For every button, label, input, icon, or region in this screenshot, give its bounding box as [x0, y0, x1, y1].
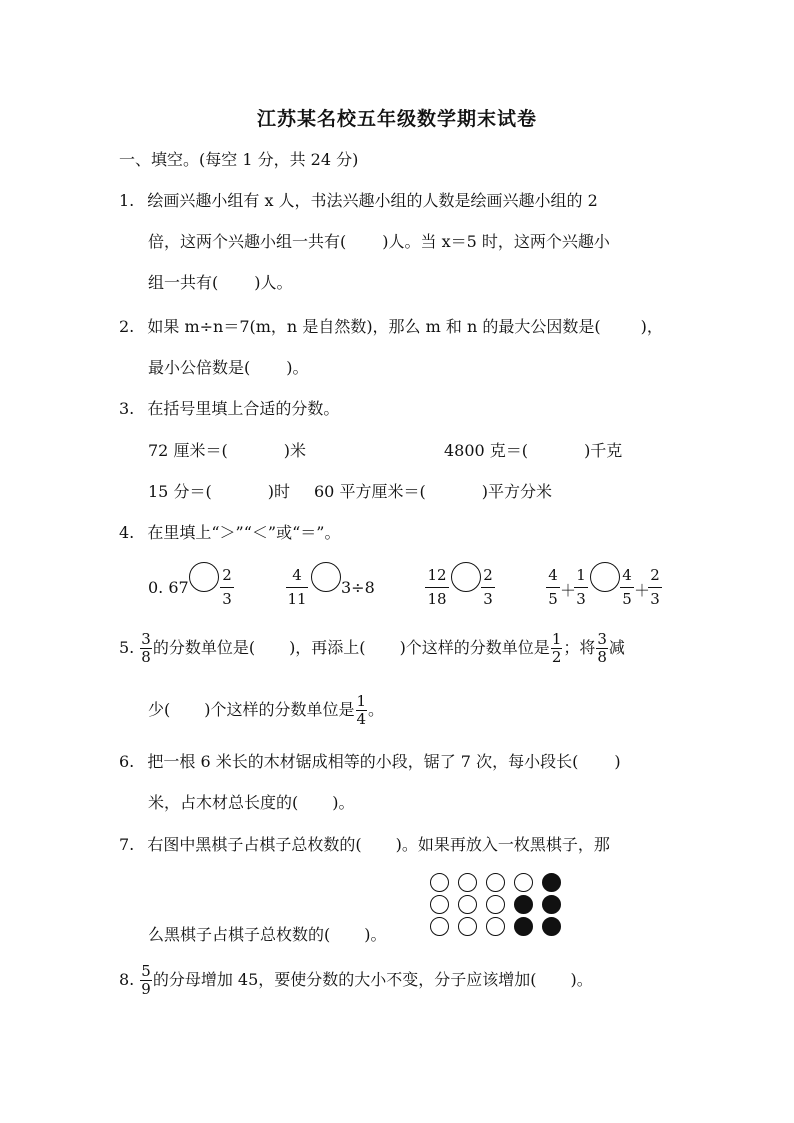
denominator: 4: [356, 709, 367, 728]
question-2-line-2: [148, 357, 309, 379]
numerator: 12: [427, 566, 447, 584]
item-text: 72 厘米＝(: [148, 441, 228, 460]
question-text: 组一共有(: [148, 273, 219, 292]
question-text: 减: [608, 638, 625, 657]
denominator: 9: [141, 979, 151, 998]
question-5-line-2: [148, 690, 384, 730]
plus-sign: ＋: [560, 581, 577, 600]
question-text: 把一根 6 米长的木材锯成相等的小段，锯了 7 次，每小段长(: [147, 752, 579, 771]
black-chess-piece: [542, 873, 561, 892]
question-text: 的分数单位是(: [152, 638, 256, 657]
question-text: 的分母增加 45，要使分数的大小不变，分子应该增加(: [152, 970, 537, 989]
compare-circle-3[interactable]: [451, 562, 481, 592]
white-chess-piece: [458, 895, 477, 914]
denominator: 2: [551, 647, 562, 666]
question-2-line-1: [119, 316, 663, 338]
question-text: 倍，这两个兴趣小组一共有(: [148, 232, 347, 251]
fraction: [546, 568, 560, 607]
item-text: )平方分米: [481, 482, 552, 501]
question-text: 绘画兴趣小组有 x 人，书法兴趣小组的人数是绘画兴趣小组的 2: [147, 191, 598, 210]
question-8-line-1: [119, 960, 593, 1000]
question-text: 么黑棋子占棋子总枚数的(: [148, 925, 331, 944]
numerator: 2: [483, 566, 493, 584]
question-text: )人。: [254, 273, 293, 292]
white-chess-piece: [430, 895, 449, 914]
question-7-line-1: [119, 834, 610, 856]
fraction: [596, 629, 608, 666]
fraction: [574, 568, 588, 607]
question-text: )个这样的分数单位是: [204, 700, 355, 719]
question-text: )，: [640, 317, 663, 336]
black-chess-piece: [542, 917, 561, 936]
fraction: [620, 568, 634, 607]
question-1-line-2: [148, 231, 610, 253]
fraction: [220, 568, 234, 607]
chess-pieces-figure: [430, 873, 566, 937]
question-text: 右图中黑棋子占棋子总枚数的(: [147, 835, 362, 854]
fraction: [140, 629, 152, 666]
compare-circle-2[interactable]: [311, 562, 341, 592]
numerator: 4: [548, 566, 558, 584]
numerator: 4: [292, 566, 302, 584]
question-text: )人。当 x＝5 时，这两个兴趣小: [382, 232, 610, 251]
numerator: 1: [356, 691, 367, 710]
denominator: 8: [141, 647, 151, 666]
question-text: 在括号里填上合适的分数。: [147, 399, 340, 418]
item-text: 4800 克＝(: [444, 441, 529, 460]
white-chess-piece: [486, 917, 505, 936]
denominator: 18: [425, 587, 449, 607]
question-number: 4.: [119, 523, 135, 542]
question-3-line-1: [119, 398, 339, 420]
denominator: 5: [546, 587, 560, 607]
question-text: )个这样的分数单位是: [399, 638, 550, 657]
question-number: 5.: [119, 638, 135, 657]
question-number: 7.: [119, 835, 135, 854]
numerator: 2: [222, 566, 232, 584]
question-7-line-2: [148, 924, 387, 946]
question-text: 在里填上“＞”“＜”或“＝”。: [147, 523, 341, 542]
item-text: 60 平方厘米＝(: [314, 482, 426, 501]
question-text: )。: [570, 970, 593, 989]
question-number: 6.: [119, 752, 135, 771]
black-chess-piece: [542, 895, 561, 914]
question-text: 少(: [148, 700, 171, 719]
fraction: [648, 568, 662, 607]
question-1-line-3: [148, 272, 293, 294]
question-6-line-1: [119, 751, 621, 773]
white-chess-piece: [458, 873, 477, 892]
white-chess-piece: [458, 917, 477, 936]
question-text: ；将: [563, 638, 596, 657]
fraction: [481, 568, 495, 607]
question-1-line-1: [119, 190, 598, 212]
question-number: 2.: [119, 317, 135, 336]
question-number: 3.: [119, 399, 135, 418]
black-chess-piece: [514, 917, 533, 936]
question-3-item-c: [148, 481, 290, 503]
question-3-item-a: [148, 440, 306, 462]
white-chess-piece: [486, 895, 505, 914]
denominator: 8: [597, 647, 607, 666]
fraction: [356, 691, 368, 728]
question-text: 如果 m÷n＝7(m，n 是自然数)，那么 m 和 n 的最大公因数是(: [147, 317, 601, 336]
numerator: 3: [141, 629, 151, 648]
compare-circle-4[interactable]: [590, 562, 620, 592]
black-chess-piece: [514, 895, 533, 914]
item-text: )时: [267, 482, 290, 501]
fraction: [425, 568, 449, 607]
plus-sign: ＋: [634, 581, 651, 600]
compare-circle-1[interactable]: [189, 562, 219, 592]
item-text: )米: [283, 441, 306, 460]
question-6-line-2: [148, 792, 355, 814]
denominator: 3: [481, 587, 495, 607]
numerator: 1: [551, 629, 562, 648]
question-text: 。: [368, 700, 385, 719]
compare-1-left: 0. 67: [148, 578, 189, 597]
question-text: )。: [332, 793, 355, 812]
white-chess-piece: [430, 917, 449, 936]
exam-title: 江苏某名校五年级数学期末试卷: [256, 108, 537, 130]
numerator: 2: [650, 566, 660, 584]
denominator: 5: [620, 587, 634, 607]
white-chess-piece: [486, 873, 505, 892]
question-5-line-1: [119, 628, 625, 668]
denominator: 3: [648, 587, 662, 607]
compare-2-right: 3÷8: [341, 578, 375, 597]
question-text: )，再添上(: [289, 638, 366, 657]
question-text: )。: [286, 358, 309, 377]
numerator: 3: [597, 629, 607, 648]
fraction: [140, 961, 152, 998]
item-text: )千克: [584, 441, 623, 460]
question-number: 1.: [119, 191, 135, 210]
section-heading: 一、填空。(每空 1 分，共 24 分): [119, 150, 359, 169]
question-4-line-1: [119, 522, 340, 544]
numerator: 1: [576, 566, 586, 584]
fraction: [286, 568, 308, 607]
item-text: 15 分＝(: [148, 482, 212, 501]
denominator: 3: [574, 587, 588, 607]
denominator: 3: [220, 587, 234, 607]
question-text: ): [614, 752, 621, 771]
question-number: 8.: [119, 970, 135, 989]
question-text: 最小公倍数是(: [148, 358, 251, 377]
numerator: 4: [622, 566, 632, 584]
question-3-item-d: [314, 481, 552, 503]
question-text: )。: [364, 925, 387, 944]
white-chess-piece: [430, 873, 449, 892]
denominator: 11: [286, 587, 308, 607]
white-chess-piece: [514, 873, 533, 892]
question-text: 米，占木材总长度的(: [148, 793, 299, 812]
question-text: )。如果再放入一枚黑棋子，那: [395, 835, 610, 854]
question-3-item-b: [444, 440, 622, 462]
fraction: [551, 629, 563, 666]
numerator: 5: [141, 961, 151, 980]
